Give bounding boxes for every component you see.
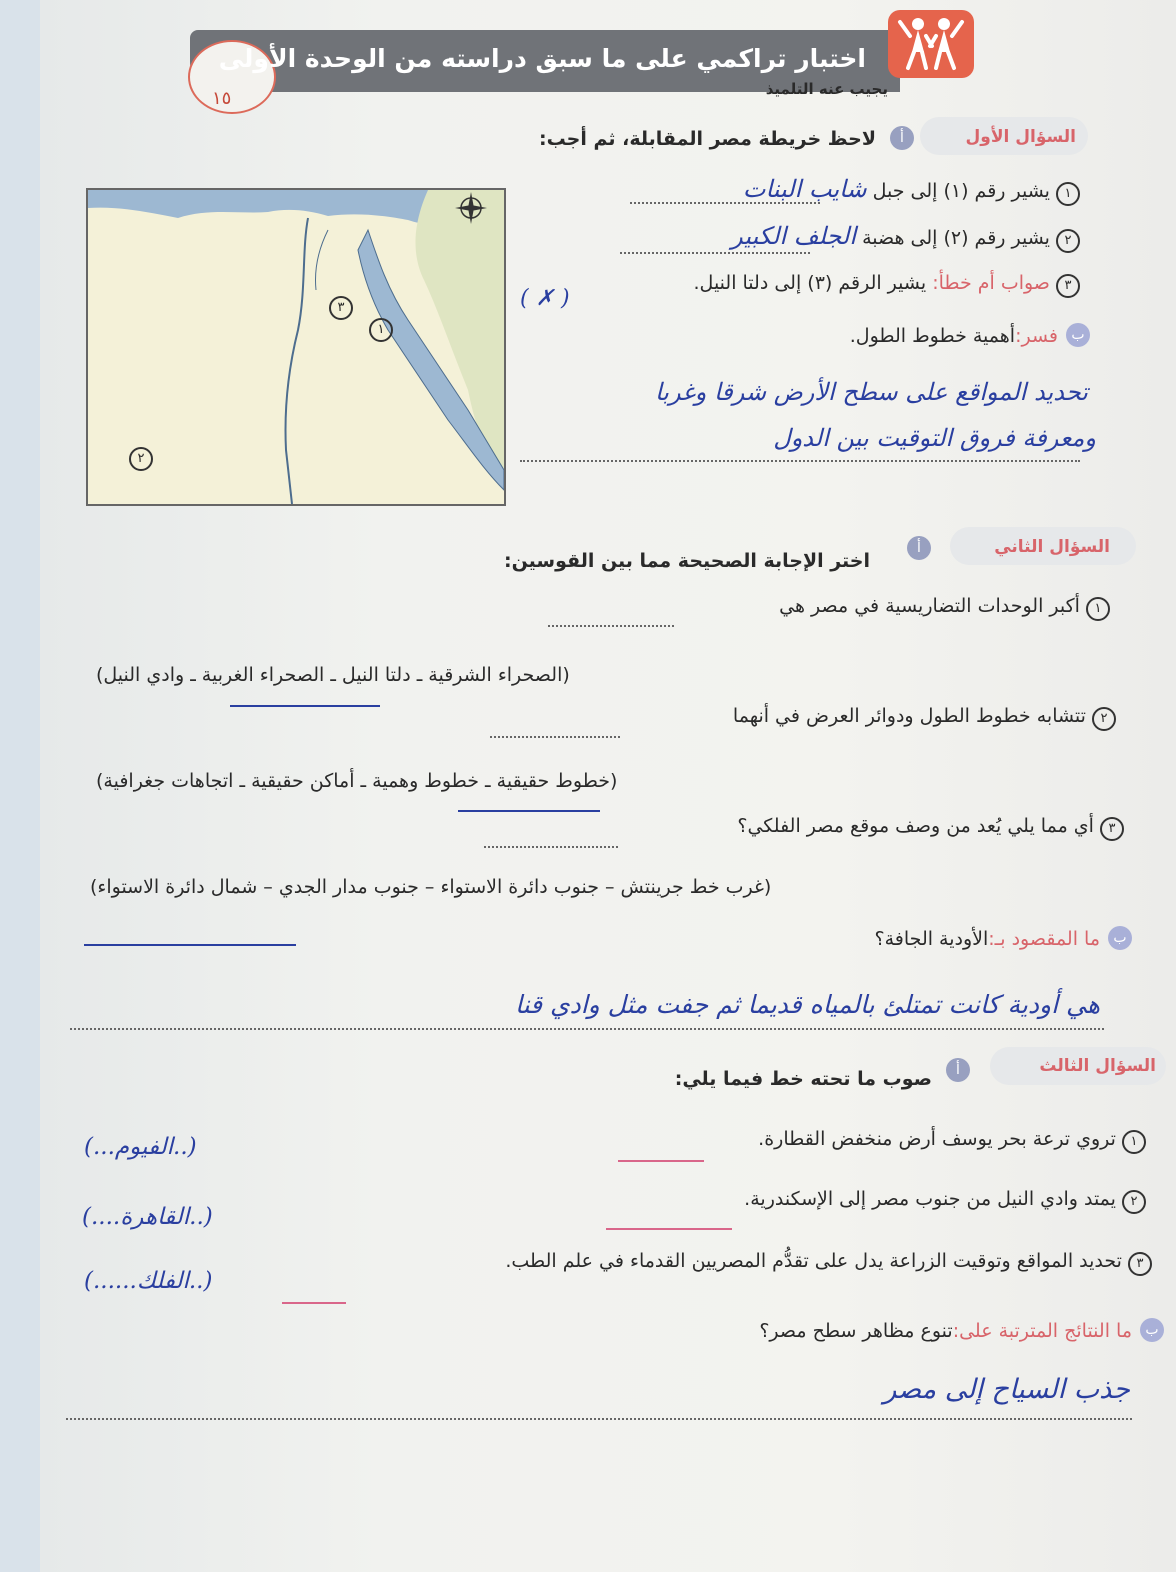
- q3-part-a-prompt: صوب ما تحته خط فيما يلي:: [674, 1068, 932, 1090]
- q2-item-2-options: (خطوط حقيقية ـ خطوط وهمية ـ أماكن حقيقية ـ اتجاهات جغرافية): [96, 770, 618, 792]
- q3-label: السؤال الثالث: [1039, 1056, 1156, 1076]
- q3-part-b-question: ما النتائج المترتبة على:تنوع مظاهر سطح مصر؟: [759, 1320, 1132, 1342]
- q2-item-1-mark: [230, 705, 380, 707]
- q3-item-3: ٣ تحديد المواقع وتوقيت الزراعة يدل على تقدُّم المصريين القدماء في علم الطب.: [505, 1250, 1152, 1276]
- q3-item-2-underline: [606, 1228, 732, 1230]
- q2-part-a-prompt: اختر الإجابة الصحيحة مما بين القوسين:: [503, 550, 870, 572]
- q3-part-a-badge: أ: [946, 1058, 970, 1082]
- q2-part-a-badge: أ: [907, 536, 931, 560]
- q1-item-3-answer: ( ✗ ): [520, 286, 570, 311]
- q2-item-2-mark: [458, 810, 600, 812]
- q2-item-2: ٢ تتشابه خطوط الطول ودوائر العرض في أنهما: [733, 705, 1116, 731]
- q1-item-2: ٢ يشير رقم (٢) إلى هضبة الجلف الكبير: [731, 222, 1080, 253]
- q1-part-a-badge: أ: [890, 126, 914, 150]
- q3-part-b-badge: ب: [1140, 1318, 1164, 1342]
- map-label-1: ١: [369, 318, 393, 342]
- map-label-3: ٣: [329, 296, 353, 320]
- q1-item-3: ٣ صواب أم خطأ: يشير الرقم (٣) إلى دلتا النيل.: [694, 272, 1080, 298]
- q3-item-1-answer: (..الفيوم...): [84, 1134, 197, 1160]
- q1-part-b-badge: ب: [1066, 323, 1090, 347]
- q1-part-a-prompt: لاحظ خريطة مصر المقابلة، ثم أجب:: [538, 128, 876, 150]
- q2-item-3: ٣ أي مما يلي يُعد من وصف موقع مصر الفلكي؟: [737, 815, 1124, 841]
- q3-item-1-underline: [618, 1160, 704, 1162]
- q1-label: السؤال الأول: [965, 127, 1076, 147]
- q2-part-b-badge: ب: [1108, 926, 1132, 950]
- q3-part-b-answer: جذب السياح إلى مصر: [883, 1374, 1130, 1405]
- map-label-2: ٢: [129, 447, 153, 471]
- q3-item-1: ١ تروي ترعة بحر يوسف أرض منخفض القطارة.: [758, 1128, 1146, 1154]
- children-jumping-icon: [888, 10, 974, 78]
- q2-item-1-options: (الصحراء الشرقية ـ دلتا النيل ـ الصحراء الغربية ـ وادي النيل): [96, 664, 570, 686]
- page-number: ١٥: [212, 88, 232, 109]
- q3-item-2: ٢ يمتد وادي النيل من جنوب مصر إلى الإسكندرية.: [744, 1188, 1146, 1214]
- q2-item-1: ١ أكبر الوحدات التضاريسية في مصر هي: [779, 595, 1110, 621]
- q2-part-b-answer: هي أودية كانت تمتلئ بالمياه قديما ثم جفت مثل وادي قنا: [514, 990, 1100, 1019]
- q2-label: السؤال الثاني: [994, 537, 1110, 557]
- compass-rose-icon: [453, 190, 489, 230]
- q2-part-b-question: ما المقصود بـ:الأودية الجافة؟: [874, 928, 1100, 950]
- q1-part-b-question: فسر:أهمية خطوط الطول.: [849, 325, 1058, 347]
- q2-item-3-options: (غرب خط جرينتش – جنوب دائرة الاستواء – جنوب مدار الجدي – شمال دائرة الاستواء): [90, 876, 772, 898]
- q1-part-b-answer-1: تحديد المواقع على سطح الأرض شرقا وغربا: [654, 378, 1088, 406]
- q3-item-3-answer: (..الفلك......): [84, 1268, 213, 1294]
- q3-item-2-answer: (..القاهرة....): [82, 1204, 213, 1230]
- page-title: اختبار تراكمي على ما سبق دراسته من الوحدة الأولى: [218, 44, 866, 73]
- q1-part-b-answer-2: ومعرفة فروق التوقيت بين الدول: [773, 424, 1096, 452]
- q3-item-3-underline: [282, 1302, 346, 1304]
- q1-item-1: ١ يشير رقم (١) إلى جبل شايب البنات: [743, 175, 1080, 206]
- q2-item-3-mark: [84, 944, 296, 946]
- page-subtitle: يجيب عنه التلميذ: [765, 80, 888, 98]
